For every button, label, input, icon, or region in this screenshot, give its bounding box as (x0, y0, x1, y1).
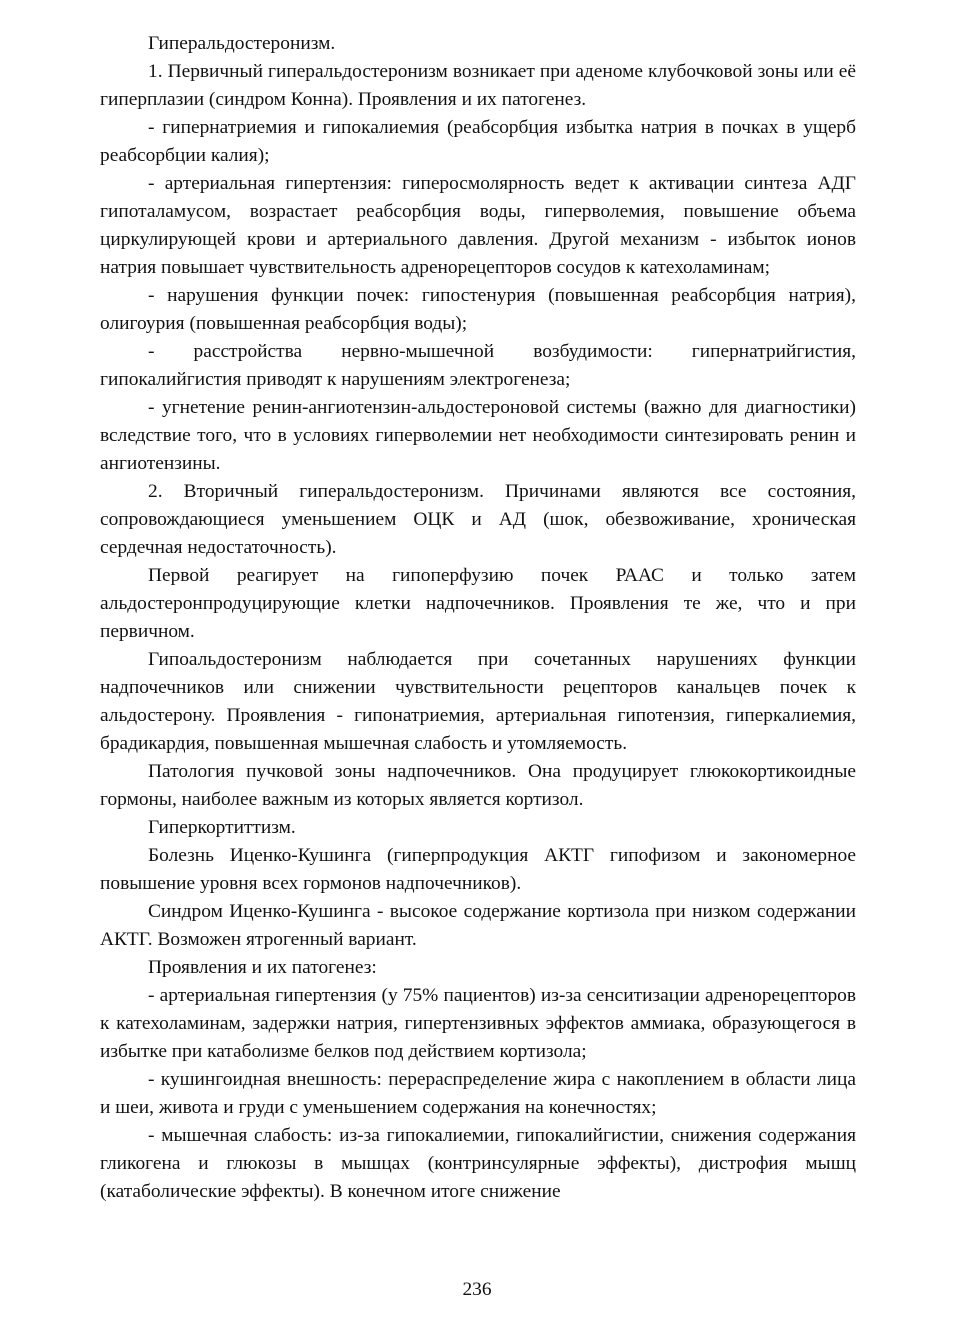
paragraph-manifestations-heading: Проявления и их патогенез: (148, 957, 377, 978)
paragraph-muscle-weakness: - мышечная слабость: из-за гипокалиемии, гипокалийгистии, снижения содержания гликогена и глюкозы в мышцах (контринсулярные эффекты), дистрофия мышц (катаболические эффекты). В конечном итоге снижение (100, 1125, 856, 1202)
paragraph-primary-hyperaldosteronism: 1. Первичный гиперальдостеронизм возникает при аденоме клубочковой зоны или её гиперплазии (синдром Конна). Проявления и их патогенез. (100, 61, 856, 110)
document-page (100, 30, 856, 1206)
paragraph-hypoaldosteronism: Гипоальдостеронизм наблюдается при сочетанных нарушениях функции надпочечников или снижении чувствительности рецепторов канальцев почек к альдостерону. Проявления - гипонатриемия, артериальная гипотензия, гиперкалиемия, брадикардия, повышенная мышечная слабость и утомляемость. (100, 649, 856, 754)
paragraph-kidney-dysfunction: - нарушения функции почек: гипостенурия (повышенная реабсорбция натрия), олигоурия (повышенная реабсорбция воды); (100, 285, 856, 334)
paragraph-hypernatremia: - гипернатриемия и гипокалиемия (реабсорбция избытка натрия в почках в ущерб реабсорбции калия); (100, 117, 856, 166)
paragraph-cushing-hypertension: - артериальная гипертензия (у 75% пациентов) из-за сенситизации адренорецепторов к катехоламинам, задержки натрия, гипертензивных эффектов аммиака, образующегося в избытке при катаболизме белков под действием кортизола; (100, 985, 856, 1062)
page-number: 236 (462, 1279, 492, 1300)
paragraph-cushing-syndrome: Синдром Иценко-Кушинга - высокое содержание кортизола при низком содержании АКТГ. Возможен ятрогенный вариант. (100, 901, 856, 950)
paragraph-raas-suppression: - угнетение ренин-ангиотензин-альдостероновой системы (важно для диагностики) вследствие того, что в условиях гиперволемии нет необходимости синтезировать ренин и ангиотензины. (100, 397, 856, 474)
paragraph-cushingoid-appearance: - кушингоидная внешность: перераспределение жира с накоплением в области лица и шеи, живота и груди с уменьшением содержания на конечностях; (100, 1069, 856, 1118)
paragraph-heading-hypercorticism: Гиперкортиттизм. (148, 817, 296, 838)
paragraph-secondary-hyperaldosteronism: 2. Вторичный гиперальдостеронизм. Причинами являются все состояния, сопровождающиеся уменьшением ОЦК и АД (шок, обезвоживание, хроническая сердечная недостаточность). (100, 481, 856, 558)
paragraph-cushing-disease: Болезнь Иценко-Кушинга (гиперпродукция АКТГ гипофизом и закономерное повышение уровня всех гормонов надпочечников). (100, 845, 856, 894)
paragraph-heading-hyperaldosteronism: Гиперальдостеронизм. (148, 33, 336, 54)
paragraph-neuromuscular: - расстройства нервно-мышечной возбудимости: гипернатрийгистия, гипокалийгистия приводят к нарушениям электрогенеза; (100, 341, 856, 390)
paragraph-arterial-hypertension: - артериальная гипертензия: гиперосмолярность ведет к активации синтеза АДГ гипоталамусом, возрастает реабсорбция воды, гиперволемия, повышение объема циркулирующей крови и артериального давления. Другой механизм - избыток ионов натрия повышает чувствительность адренорецепторов сосудов к катехоламинам; (100, 173, 856, 278)
paragraph-raas-response: Первой реагирует на гипоперфузию почек РААС и только затем альдостеронпродуцирующие клетки надпочечников. Проявления те же, что и при первичном. (100, 565, 856, 642)
paragraph-fascicular-zone: Патология пучковой зоны надпочечников. Она продуцирует глюкокортикоидные гормоны, наиболее важным из которых является кортизол. (100, 761, 856, 810)
